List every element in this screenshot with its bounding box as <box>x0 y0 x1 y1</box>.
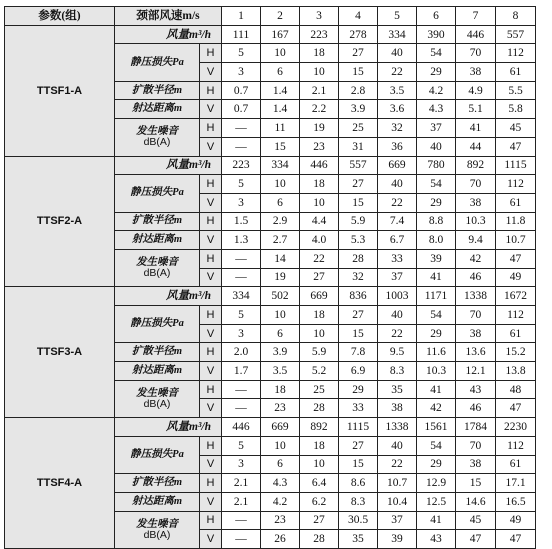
value-cell: 28 <box>300 530 339 549</box>
noise-label-line1: 发生噪音 <box>136 387 178 399</box>
value-cell: 7.4 <box>378 212 417 231</box>
value-cell: 1.4 <box>261 81 300 100</box>
value-cell: 6 <box>261 324 300 343</box>
value-cell: 27 <box>339 175 378 194</box>
value-cell: 18 <box>300 44 339 63</box>
value-cell: 29 <box>417 63 456 82</box>
value-cell: 9.4 <box>456 231 496 250</box>
value-cell: 40 <box>378 44 417 63</box>
value-cell: 37 <box>417 119 456 138</box>
value-cell: 334 <box>378 25 417 44</box>
diffusion-radius-label: 扩散半径m <box>115 212 200 231</box>
performance-table <box>4 6 536 549</box>
speed-column-header: 颈部风速m/s <box>115 7 222 26</box>
speed-header: 5 <box>378 7 417 26</box>
noise-label-line1: 发生噪音 <box>136 126 178 138</box>
value-cell: 15.2 <box>496 343 536 362</box>
direction-label: V <box>200 137 222 156</box>
direction-label: V <box>200 530 222 549</box>
direction-label: V <box>200 399 222 418</box>
value-cell: 38 <box>456 324 496 343</box>
value-cell: 22 <box>378 324 417 343</box>
value-cell: 70 <box>456 306 496 325</box>
static-pressure-label: 静压损失Pa <box>115 436 200 473</box>
value-cell: 28 <box>300 399 339 418</box>
value-cell: 167 <box>261 25 300 44</box>
value-cell: 11.6 <box>417 343 456 362</box>
value-cell: 49 <box>496 268 536 287</box>
model-name: TTSF4-A <box>5 418 115 549</box>
value-cell: 334 <box>222 287 261 306</box>
value-cell: 30.5 <box>339 511 378 530</box>
value-cell: 40 <box>378 175 417 194</box>
value-cell: 12.5 <box>417 492 456 511</box>
direction-label: H <box>200 44 222 63</box>
value-cell: 223 <box>300 25 339 44</box>
table-row <box>5 25 536 44</box>
value-cell: 26 <box>261 530 300 549</box>
value-cell: 27 <box>339 436 378 455</box>
throw-distance-label: 射达距离m <box>115 100 200 119</box>
value-cell: 41 <box>417 268 456 287</box>
direction-label: H <box>200 249 222 268</box>
value-cell: 8.8 <box>417 212 456 231</box>
static-pressure-label: 静压损失Pa <box>115 44 200 81</box>
value-cell: 16.5 <box>496 492 536 511</box>
header-row <box>5 7 536 26</box>
direction-label: H <box>200 175 222 194</box>
value-cell: 47 <box>456 530 496 549</box>
value-cell: 70 <box>456 44 496 63</box>
value-cell: 892 <box>456 156 496 175</box>
value-cell: — <box>222 137 261 156</box>
direction-label: V <box>200 324 222 343</box>
value-cell: 4.0 <box>300 231 339 250</box>
direction-label: V <box>200 362 222 381</box>
diffusion-radius-label: 扩散半径m <box>115 81 200 100</box>
value-cell: 4.3 <box>261 474 300 493</box>
speed-header: 2 <box>261 7 300 26</box>
value-cell: 70 <box>456 436 496 455</box>
value-cell: 278 <box>339 25 378 44</box>
direction-label: H <box>200 119 222 138</box>
noise-label <box>115 249 200 286</box>
noise-label-unit: dB(A) <box>143 397 171 410</box>
model-name: TTSF1-A <box>5 25 115 156</box>
value-cell: 446 <box>456 25 496 44</box>
value-cell: 10 <box>261 175 300 194</box>
value-cell: 3 <box>222 324 261 343</box>
value-cell: — <box>222 530 261 549</box>
value-cell: 2.1 <box>300 81 339 100</box>
value-cell: 557 <box>339 156 378 175</box>
value-cell: 557 <box>496 25 536 44</box>
value-cell: 22 <box>300 249 339 268</box>
value-cell: 3 <box>222 63 261 82</box>
value-cell: 1784 <box>456 418 496 437</box>
value-cell: 4.4 <box>300 212 339 231</box>
value-cell: — <box>222 249 261 268</box>
value-cell: 15 <box>339 63 378 82</box>
value-cell: 19 <box>300 119 339 138</box>
value-cell: 45 <box>496 119 536 138</box>
value-cell: 111 <box>222 25 261 44</box>
value-cell: 40 <box>378 436 417 455</box>
value-cell: 5.9 <box>300 343 339 362</box>
value-cell: — <box>222 380 261 399</box>
value-cell: 1.4 <box>261 100 300 119</box>
value-cell: 3.6 <box>378 100 417 119</box>
value-cell: 15 <box>261 137 300 156</box>
value-cell: 14 <box>261 249 300 268</box>
direction-label: H <box>200 306 222 325</box>
value-cell: 44 <box>456 137 496 156</box>
value-cell: 2.0 <box>222 343 261 362</box>
value-cell: 22 <box>378 193 417 212</box>
direction-label: V <box>200 455 222 474</box>
value-cell: 10.3 <box>456 212 496 231</box>
speed-header: 3 <box>300 7 339 26</box>
value-cell: 35 <box>378 380 417 399</box>
diffusion-radius-label: 扩散半径m <box>115 474 200 493</box>
value-cell: 13.6 <box>456 343 496 362</box>
value-cell: 32 <box>378 119 417 138</box>
direction-label: V <box>200 492 222 511</box>
value-cell: 49 <box>496 511 536 530</box>
direction-label: V <box>200 268 222 287</box>
value-cell: 669 <box>300 287 339 306</box>
value-cell: 6 <box>261 455 300 474</box>
direction-label: H <box>200 343 222 362</box>
value-cell: 15 <box>339 324 378 343</box>
value-cell: 18 <box>261 380 300 399</box>
value-cell: 223 <box>222 156 261 175</box>
value-cell: 42 <box>456 249 496 268</box>
value-cell: 18 <box>300 436 339 455</box>
value-cell: 46 <box>456 399 496 418</box>
value-cell: 22 <box>378 63 417 82</box>
value-cell: 8.3 <box>339 492 378 511</box>
value-cell: 6.4 <box>300 474 339 493</box>
value-cell: 5.1 <box>456 100 496 119</box>
table-row <box>5 418 536 437</box>
noise-label <box>115 511 200 548</box>
value-cell: 836 <box>339 287 378 306</box>
value-cell: 10 <box>300 193 339 212</box>
value-cell: 8.0 <box>417 231 456 250</box>
value-cell: 5 <box>222 44 261 63</box>
value-cell: 1.7 <box>222 362 261 381</box>
value-cell: 5.2 <box>300 362 339 381</box>
value-cell: 31 <box>339 137 378 156</box>
value-cell: 1672 <box>496 287 536 306</box>
value-cell: 61 <box>496 324 536 343</box>
value-cell: 23 <box>300 137 339 156</box>
value-cell: 10 <box>261 436 300 455</box>
value-cell: 2.1 <box>222 474 261 493</box>
value-cell: 112 <box>496 436 536 455</box>
value-cell: — <box>222 268 261 287</box>
value-cell: 3.9 <box>261 343 300 362</box>
value-cell: 112 <box>496 44 536 63</box>
value-cell: 2.8 <box>339 81 378 100</box>
value-cell: — <box>222 399 261 418</box>
value-cell: 390 <box>417 25 456 44</box>
noise-label <box>115 380 200 417</box>
value-cell: 47 <box>496 137 536 156</box>
value-cell: 25 <box>300 380 339 399</box>
value-cell: 5 <box>222 436 261 455</box>
value-cell: 41 <box>417 511 456 530</box>
value-cell: 1003 <box>378 287 417 306</box>
value-cell: 38 <box>456 193 496 212</box>
airflow-label: 风量m³/h <box>115 418 222 437</box>
value-cell: 54 <box>417 306 456 325</box>
value-cell: 61 <box>496 455 536 474</box>
value-cell: 10 <box>300 63 339 82</box>
value-cell: — <box>222 511 261 530</box>
value-cell: 10.3 <box>417 362 456 381</box>
value-cell: 10.7 <box>496 231 536 250</box>
airflow-label: 风量m³/h <box>115 156 222 175</box>
value-cell: 780 <box>417 156 456 175</box>
value-cell: 10 <box>261 44 300 63</box>
value-cell: 40 <box>417 137 456 156</box>
value-cell: 4.3 <box>417 100 456 119</box>
value-cell: 23 <box>261 511 300 530</box>
value-cell: 11.8 <box>496 212 536 231</box>
value-cell: 10 <box>300 324 339 343</box>
value-cell: 18 <box>300 306 339 325</box>
value-cell: 29 <box>339 380 378 399</box>
value-cell: 4.2 <box>261 492 300 511</box>
direction-label: H <box>200 81 222 100</box>
noise-label-unit: dB(A) <box>143 267 171 280</box>
value-cell: 8.3 <box>378 362 417 381</box>
value-cell: 1115 <box>496 156 536 175</box>
value-cell: 6.2 <box>300 492 339 511</box>
speed-header: 4 <box>339 7 378 26</box>
direction-label: H <box>200 436 222 455</box>
value-cell: 23 <box>261 399 300 418</box>
value-cell: 27 <box>339 306 378 325</box>
value-cell: 29 <box>417 324 456 343</box>
value-cell: 61 <box>496 193 536 212</box>
model-column-header: 参数(组) <box>5 7 115 26</box>
value-cell: 892 <box>300 418 339 437</box>
value-cell: 32 <box>339 268 378 287</box>
airflow-label: 风量m³/h <box>115 25 222 44</box>
direction-label: V <box>200 100 222 119</box>
value-cell: 6.7 <box>378 231 417 250</box>
value-cell: 19 <box>261 268 300 287</box>
value-cell: 43 <box>456 380 496 399</box>
value-cell: 3.5 <box>261 362 300 381</box>
value-cell: 5.5 <box>496 81 536 100</box>
value-cell: 36 <box>378 137 417 156</box>
throw-distance-label: 射达距离m <box>115 362 200 381</box>
value-cell: 1561 <box>417 418 456 437</box>
static-pressure-label: 静压损失Pa <box>115 175 200 212</box>
value-cell: 9.5 <box>378 343 417 362</box>
value-cell: 43 <box>417 530 456 549</box>
value-cell: 38 <box>456 455 496 474</box>
value-cell: 33 <box>339 399 378 418</box>
value-cell: 70 <box>456 175 496 194</box>
direction-label: V <box>200 231 222 250</box>
value-cell: 15 <box>339 193 378 212</box>
value-cell: 18 <box>300 175 339 194</box>
value-cell: 45 <box>456 511 496 530</box>
speed-header: 1 <box>222 7 261 26</box>
value-cell: 3.9 <box>339 100 378 119</box>
table-row <box>5 156 536 175</box>
value-cell: 10 <box>300 455 339 474</box>
static-pressure-label: 静压损失Pa <box>115 306 200 343</box>
speed-header: 8 <box>496 7 536 26</box>
direction-label: H <box>200 380 222 399</box>
value-cell: 11 <box>261 119 300 138</box>
value-cell: 6.9 <box>339 362 378 381</box>
value-cell: 14.6 <box>456 492 496 511</box>
value-cell: 502 <box>261 287 300 306</box>
value-cell: 1338 <box>456 287 496 306</box>
table-body <box>5 7 536 549</box>
value-cell: 47 <box>496 249 536 268</box>
value-cell: 12.1 <box>456 362 496 381</box>
value-cell: 54 <box>417 175 456 194</box>
value-cell: 10.4 <box>378 492 417 511</box>
value-cell: 0.7 <box>222 81 261 100</box>
throw-distance-label: 射达距离m <box>115 231 200 250</box>
value-cell: 4.2 <box>417 81 456 100</box>
value-cell: 6 <box>261 193 300 212</box>
value-cell: 12.9 <box>417 474 456 493</box>
noise-label-line1: 发生噪音 <box>136 257 178 269</box>
value-cell: 48 <box>496 380 536 399</box>
value-cell: 3 <box>222 193 261 212</box>
value-cell: 8.6 <box>339 474 378 493</box>
value-cell: 38 <box>456 63 496 82</box>
value-cell: 10.7 <box>378 474 417 493</box>
value-cell: 61 <box>496 63 536 82</box>
value-cell: 0.7 <box>222 100 261 119</box>
value-cell: 112 <box>496 306 536 325</box>
value-cell: 54 <box>417 436 456 455</box>
direction-label: V <box>200 193 222 212</box>
speed-header: 6 <box>417 7 456 26</box>
value-cell: 5.8 <box>496 100 536 119</box>
model-name: TTSF2-A <box>5 156 115 287</box>
value-cell: 47 <box>496 530 536 549</box>
noise-label-unit: dB(A) <box>143 136 171 149</box>
value-cell: 5 <box>222 306 261 325</box>
value-cell: 17.1 <box>496 474 536 493</box>
value-cell: 2.7 <box>261 231 300 250</box>
value-cell: 1115 <box>339 418 378 437</box>
value-cell: 3 <box>222 455 261 474</box>
value-cell: 37 <box>378 268 417 287</box>
direction-label: H <box>200 212 222 231</box>
value-cell: 39 <box>417 249 456 268</box>
value-cell: 446 <box>222 418 261 437</box>
value-cell: 112 <box>496 175 536 194</box>
value-cell: 46 <box>456 268 496 287</box>
value-cell: 54 <box>417 44 456 63</box>
value-cell: 2230 <box>496 418 536 437</box>
direction-label: V <box>200 63 222 82</box>
value-cell: 41 <box>417 380 456 399</box>
noise-label-line1: 发生噪音 <box>136 518 178 530</box>
value-cell: 27 <box>339 44 378 63</box>
direction-label: H <box>200 511 222 530</box>
value-cell: 446 <box>300 156 339 175</box>
value-cell: 47 <box>496 399 536 418</box>
value-cell: 25 <box>339 119 378 138</box>
value-cell: 29 <box>417 193 456 212</box>
value-cell: 35 <box>339 530 378 549</box>
value-cell: 27 <box>300 511 339 530</box>
model-name: TTSF3-A <box>5 287 115 418</box>
value-cell: 2.9 <box>261 212 300 231</box>
value-cell: 1.5 <box>222 212 261 231</box>
value-cell: 1171 <box>417 287 456 306</box>
value-cell: 1338 <box>378 418 417 437</box>
value-cell: 5.9 <box>339 212 378 231</box>
value-cell: 334 <box>261 156 300 175</box>
noise-label-unit: dB(A) <box>143 528 171 541</box>
value-cell: 2.2 <box>300 100 339 119</box>
value-cell: 5.3 <box>339 231 378 250</box>
direction-label: H <box>200 474 222 493</box>
noise-label <box>115 119 200 156</box>
value-cell: 39 <box>378 530 417 549</box>
value-cell: — <box>222 119 261 138</box>
table-row <box>5 287 536 306</box>
value-cell: 42 <box>417 399 456 418</box>
value-cell: 15 <box>339 455 378 474</box>
diffusion-radius-label: 扩散半径m <box>115 343 200 362</box>
value-cell: 15 <box>456 474 496 493</box>
airflow-label: 风量m³/h <box>115 287 222 306</box>
value-cell: 29 <box>417 455 456 474</box>
value-cell: 40 <box>378 306 417 325</box>
value-cell: 6 <box>261 63 300 82</box>
value-cell: 2.1 <box>222 492 261 511</box>
value-cell: 38 <box>378 399 417 418</box>
value-cell: 3.5 <box>378 81 417 100</box>
speed-header: 7 <box>456 7 496 26</box>
value-cell: 7.8 <box>339 343 378 362</box>
value-cell: 1.3 <box>222 231 261 250</box>
value-cell: 13.8 <box>496 362 536 381</box>
value-cell: 669 <box>261 418 300 437</box>
value-cell: 28 <box>339 249 378 268</box>
value-cell: 37 <box>378 511 417 530</box>
value-cell: 33 <box>378 249 417 268</box>
value-cell: 4.9 <box>456 81 496 100</box>
value-cell: 22 <box>378 455 417 474</box>
value-cell: 10 <box>261 306 300 325</box>
value-cell: 669 <box>378 156 417 175</box>
value-cell: 5 <box>222 175 261 194</box>
value-cell: 41 <box>456 119 496 138</box>
value-cell: 27 <box>300 268 339 287</box>
throw-distance-label: 射达距离m <box>115 492 200 511</box>
